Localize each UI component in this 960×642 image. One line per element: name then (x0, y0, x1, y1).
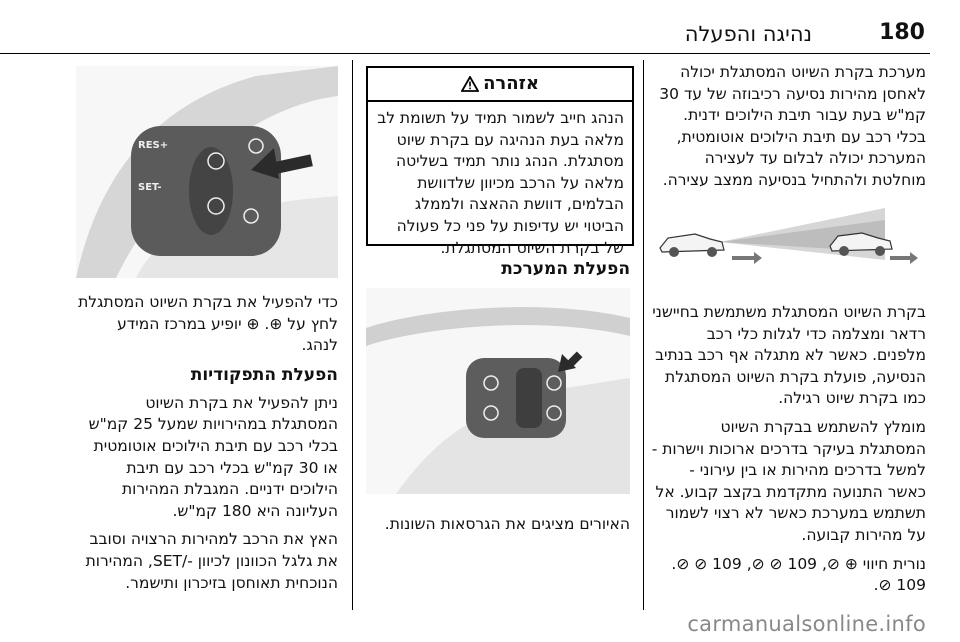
left-column-text (76, 292, 338, 601)
warning-box (366, 66, 634, 257)
heading-activate-function: הפעלת התפקודיות (190, 364, 338, 385)
paragraph-recommended-use: מומלץ להשתמש בבקרת השיוט המסתגלת בעיקר בדרכים ארוכות וישרות - למשל בדרכים מהירות או בין עירוני - כאשר התנועה מתקדמת בקצב קבוע. אל תשתמש במערכת כאשר לא רצוי לשמור על מהירות קבועה. (651, 417, 926, 544)
paragraph-radar-description: בקרת השיוט המסתגלת משתמשת בחיישני רדאר ומצלמה כדי לגלות כלי רכב מלפנים. כאשר לא מתגלה אף רכב בנתיב הנסיעה, פועלת בקרת השיוט המסתגלת כמו בקרת שיוט רגילה. (652, 303, 926, 408)
page-title: נהיגה והפעלה (684, 22, 812, 46)
section-title-activation: הפעלת המערכת (501, 259, 630, 279)
radar-cars-image (650, 190, 926, 290)
middle-caption-area (366, 514, 630, 543)
page-header (0, 0, 960, 60)
steering-wheel-figure-middle (366, 288, 630, 494)
paragraph-set-speed: האץ את הרכב למהירות הרצויה וסובב את גלגל הכוונון לכיוון -/SET, המהירות הנוכחית תאוחסן בזיכרון ותישמר. (85, 530, 338, 592)
right-column-bottom (650, 302, 926, 604)
set-minus-label: SET- (138, 182, 162, 193)
middle-section-heading (366, 258, 630, 287)
paragraph-speed-limits: ניתן להפעיל את בקרת השיוט המסתגלת במהירויות שמעל 25 קמ"ש בכלי רכב עם תיבת הילוכים אוטומטית או 30 קמ"ש בכלי רכב עם תיבת הילוכים ידניים. המגבלת המהירות העליונה היא 180 קמ"ש. (88, 393, 338, 520)
paragraph-activate-system: כדי להפעיל את בקרת השיוט המסתגלת לחץ על ⊕. ⊕ יופיע במרכז המידע לנהג. (78, 293, 338, 355)
column-divider-right (643, 60, 644, 610)
res-plus-label: RES+ (138, 140, 169, 151)
steering-wheel-figure-left (76, 66, 338, 278)
indicator-reference-continued: 109 ⊘. (873, 576, 926, 595)
watermark: carmanualsonline.info (687, 612, 926, 636)
indicator-reference: נורית חיווי ⊕ ⊘, 109 ⊘ ⊘, 109 ⊘ ⊘. (671, 554, 926, 573)
paragraph-adaptive-cruise-intro: מערכת בקרת השיוט המסתגלת יכולה לאחסן מהירות נסיעה רכיבוזה של עד 30 קמ"ש בעת עבור תיבת הילוכים ידנית. בכלי רכב עם תיבת הילוכים אוטומטית, המערכת יכולה לבלום עד לעצירה מוחלטת ולהתחיל בנסיעה ממצב עצירה. (659, 63, 926, 189)
right-column-top (650, 62, 926, 199)
radar-illustration (650, 190, 926, 290)
figure-caption: האיורים מציגים את הגרסאות השונות. (384, 515, 630, 533)
warning-body: הנהג חייב לשמור תמיד על תשומת לב מלאה בעת הנהיגה עם בקרת שיוט מסתגלת. הנהג נותר תמיד בשליטה מלאה על הרכב מכיוון שלדוושת הבלמים, דוושת ההאצה ולממלג הביטוי יש עדיפות על פני כל פעולה של בקרת השיוט המסתגלת. (377, 109, 624, 257)
steering-wheel-buttons-image (76, 66, 338, 278)
header-rule (0, 53, 930, 54)
column-divider-left (352, 60, 353, 610)
warning-header (368, 68, 632, 102)
warning-title: אזהרה (483, 73, 539, 95)
steering-wheel-controls-image (366, 288, 630, 494)
page-number: 180 (879, 20, 925, 45)
warning-triangle-icon (461, 76, 479, 92)
